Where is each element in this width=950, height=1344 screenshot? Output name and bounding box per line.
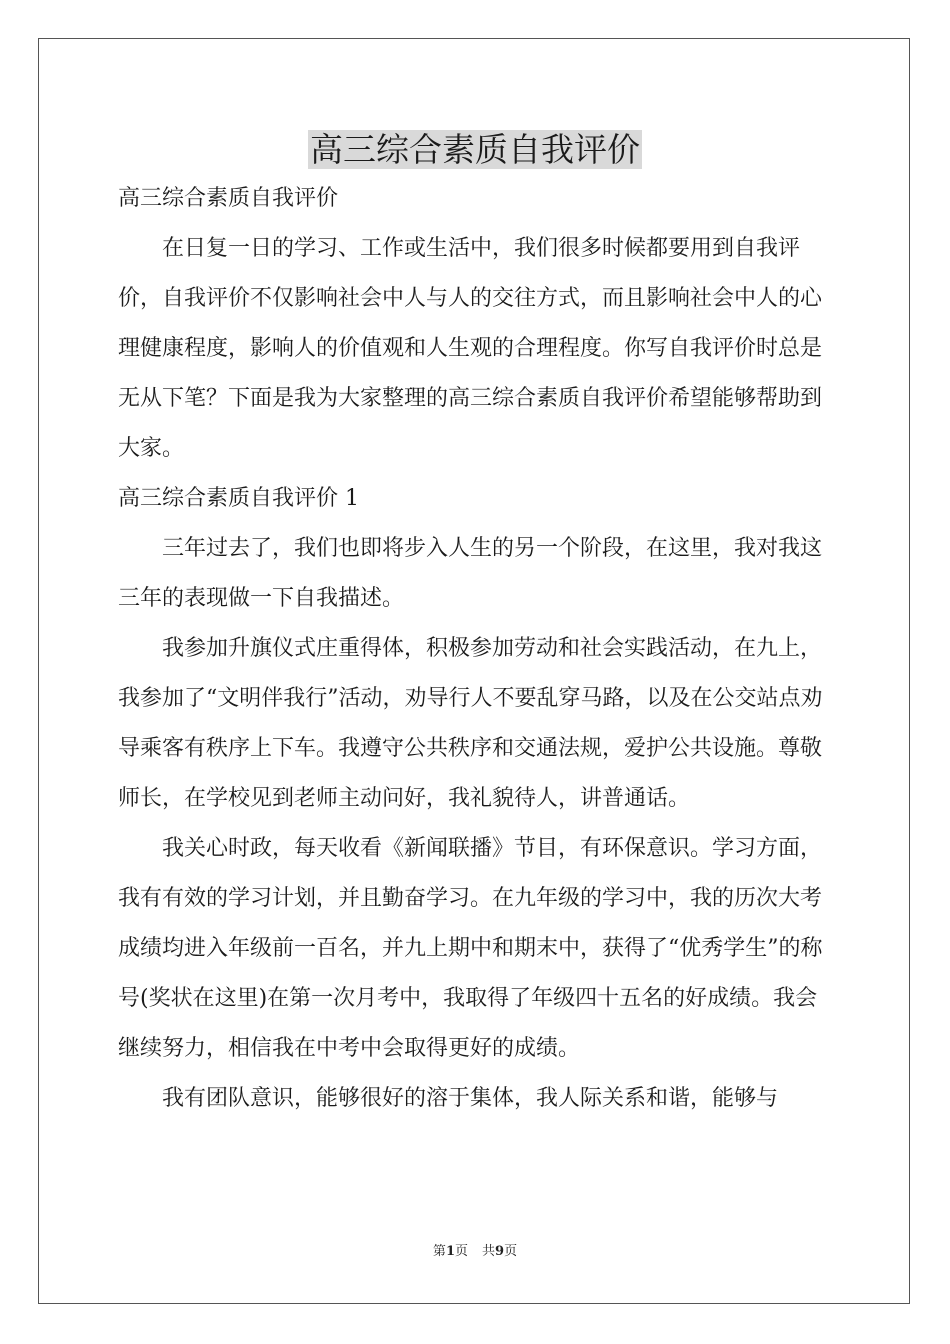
paragraph: 在日复一日的学习、工作或生活中，我们很多时候都要用到自我评价，自我评价不仅影响社会中人与人的交往方式，而且影响社会中人的心理健康程度，影响人的价值观和人生观的合理程度。你写自我评价时总是无从下笔？下面是我为大家整理的高三综合素质自我评价希望能够帮助到大家。	[118, 236, 823, 461]
paragraph: 我关心时政，每天收看《新闻联播》节目，有环保意识。学习方面，我有有效的学习计划，并且勤奋学习。在九年级的学习中，我的历次大考成绩均进入年级前一百名，并九上期中和期末中，获得了“优秀学生”的称号(奖状在这里)在第一次月考中，我取得了年级四十五名的好成绩。我会继续努力，相信我在中考中会取得更好的成绩。	[118, 836, 823, 1061]
paragraph: 我参加升旗仪式庄重得体，积极参加劳动和社会实践活动，在九上，我参加了“文明伴我行”活动，劝导行人不要乱穿马路，以及在公交站点劝导乘客有秩序上下车。我遵守公共秩序和交通法规，爱护公共设施。尊敬师长，在学校见到老师主动问好，我礼貌待人，讲普通话。	[118, 636, 823, 811]
section-heading: 高三综合素质自我评价 1	[118, 486, 359, 511]
document-body	[118, 174, 836, 1124]
document-title: 高三综合素质自我评价	[310, 130, 640, 169]
paragraph: 我有团队意识，能够很好的溶于集体，我人际关系和谐，能够与	[162, 1086, 779, 1111]
paragraph: 三年过去了，我们也即将步入人生的另一个阶段，在这里，我对我这三年的表现做一下自我描述。	[118, 536, 823, 611]
document-subtitle: 高三综合素质自我评价	[118, 186, 339, 211]
current-page-number: 1	[445, 1244, 455, 1259]
total-page-count: 9	[495, 1244, 505, 1259]
page-footer: 第1页 共9页	[432, 1244, 518, 1259]
